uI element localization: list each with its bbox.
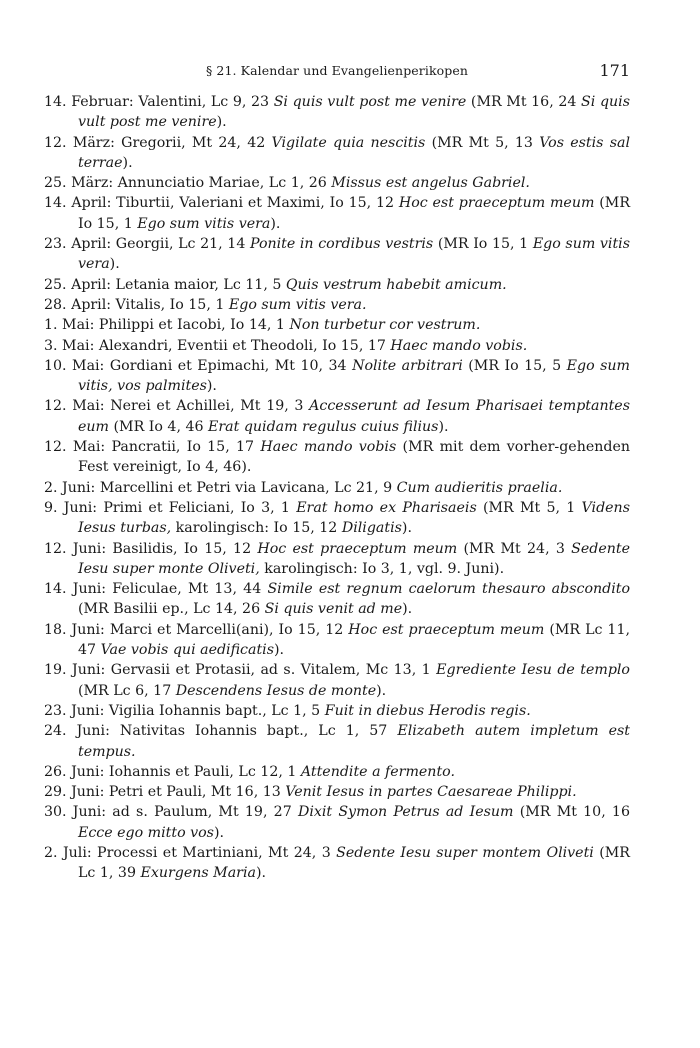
- entry-text: karolingisch: Io 3, 1, vgl. 9. Juni).: [259, 560, 505, 577]
- calendar-entry: [44, 133, 630, 174]
- calendar-entry: [44, 620, 630, 661]
- gospel-incipit: Hoc est praeceptum meum: [398, 195, 595, 212]
- entry-text: 12. März: Gregorii, Mt 24, 42: [44, 134, 272, 151]
- calendar-entry: [44, 92, 630, 133]
- gospel-incipit: Simile est regnum caelorum thesauro abscondito: [267, 581, 630, 598]
- gospel-incipit: Missus est angelus Gabriel.: [331, 175, 530, 192]
- calendar-entry: [44, 478, 630, 498]
- entry-text: 10. Mai: Gordiani et Epimachi, Mt 10, 34: [44, 357, 353, 374]
- gospel-incipit: Egrediente Iesu de templo: [436, 662, 630, 679]
- entry-text: 14. Juni: Feliculae, Mt 13, 44: [44, 581, 268, 598]
- gospel-incipit: Vigilate quia nescitis: [271, 134, 426, 151]
- entry-text: (MR Lc 1, 39: [78, 844, 630, 882]
- gospel-incipit: Haec mando vobis.: [390, 337, 528, 354]
- gospel-incipit: Videns Iesus turbas,: [78, 499, 630, 537]
- entry-text: 30. Juni: ad s. Paulum, Mt 19, 27: [44, 804, 298, 821]
- gospel-incipit: Diligatis: [341, 520, 402, 537]
- calendar-entry: [44, 193, 630, 234]
- calendar-entry: [44, 275, 630, 295]
- entry-text: 14. Februar: Valentini, Lc 9, 23: [44, 94, 274, 110]
- entry-text: 3. Mai: Alexandri, Eventii et Theodoli, Io 15, 17: [44, 337, 391, 354]
- page-title: § 21. Kalendar und Evangelienperikopen: [205, 63, 469, 78]
- entry-text: ).: [122, 154, 133, 171]
- calendar-entry: [44, 315, 630, 335]
- entry-text: 12. Mai: Nerei et Achillei, Mt 19, 3: [44, 398, 310, 415]
- page-number: 171: [599, 61, 630, 80]
- entry-text: 9. Juni: Primi et Feliciani, Io 3, 1: [44, 499, 297, 516]
- entry-text: ).: [270, 215, 281, 232]
- entry-text: (MR Mt 10, 16: [513, 804, 630, 821]
- calendar-entry: [44, 437, 630, 478]
- entry-text: (MR Lc 11, 47: [78, 621, 630, 659]
- entry-text: 26. Juni: Iohannis et Pauli, Lc 12, 1: [44, 763, 301, 780]
- calendar-entry: [44, 336, 630, 356]
- calendar-entries: [44, 92, 630, 884]
- entry-text: (MR Mt 24, 3: [457, 540, 572, 557]
- gospel-incipit: Exurgens Maria: [140, 865, 256, 882]
- entry-text: (MR Io 4, 46: [109, 418, 209, 435]
- entry-text: 2. Juli: Processi et Martiniani, Mt 24, 3: [44, 844, 337, 861]
- entry-text: 23. Juni: Vigilia Iohannis bapt., Lc 1, 5: [44, 702, 325, 719]
- gospel-incipit: Ponite in cordibus vestris: [249, 236, 434, 253]
- gospel-incipit: Nolite arbitrari: [352, 357, 463, 374]
- gospel-incipit: Vos estis sal terrae: [78, 134, 630, 171]
- gospel-incipit: Ego sum vitis, vos palmites: [78, 357, 630, 395]
- entry-text: 24. Juni: Nativitas Iohannis bapt., Lc 1, 57: [44, 723, 398, 740]
- gospel-incipit: Sedente Iesu super monte Oliveti,: [78, 540, 630, 577]
- gospel-incipit: Erat quidam regulus cuius filius: [208, 418, 439, 435]
- entry-text: ).: [273, 642, 285, 659]
- entry-text: (MR Basilii ep., Lc 14, 26: [78, 601, 265, 618]
- entry-text: 19. Juni: Gervasii et Protasii, ad s. Vitalem, Mc 13, 1: [44, 662, 437, 679]
- entry-text: (MR Io 15, 1: [78, 195, 630, 232]
- entry-text: ).: [376, 682, 387, 699]
- entry-text: 12. Juni: Basilidis, Io 15, 12: [44, 540, 258, 557]
- entry-text: 25. März: Annunciatio Mariae, Lc 1, 26: [44, 175, 332, 192]
- gospel-incipit: Vae vobis qui aedificatis: [100, 642, 274, 659]
- calendar-entry: [44, 843, 630, 884]
- entry-text: (MR Io 15, 5: [462, 357, 567, 374]
- calendar-entry: [44, 721, 630, 762]
- entry-text: 12. Mai: Pancratii, Io 15, 17: [44, 439, 261, 456]
- entry-text: (MR Mt 5, 1: [476, 499, 582, 516]
- calendar-entry: [44, 782, 630, 802]
- entry-text: (MR mit dem vorher-gehenden Fest vereinigt, Io 4, 46).: [78, 439, 630, 476]
- entry-text: (MR Mt 16, 24: [466, 94, 582, 110]
- entry-text: ).: [401, 520, 412, 537]
- gospel-incipit: Dixit Symon Petrus ad Iesum: [297, 804, 514, 821]
- calendar-entry: [44, 660, 630, 701]
- gospel-incipit: Erat homo ex Pharisaeis: [296, 499, 477, 516]
- entry-text: (MR Lc 6, 17: [78, 682, 176, 699]
- gospel-incipit: Haec mando vobis: [260, 439, 397, 456]
- gospel-incipit: Non turbetur cor vestrum.: [289, 317, 481, 334]
- entry-text: ).: [206, 378, 217, 395]
- gospel-incipit: Elizabeth autem impletum est tempus.: [78, 723, 630, 760]
- entry-text: ).: [438, 418, 449, 435]
- entry-text: 29. Juni: Petri et Pauli, Mt 16, 13: [44, 784, 286, 801]
- entry-text: (MR Io 15, 1: [433, 236, 533, 253]
- entry-text: ).: [402, 601, 413, 618]
- entry-text: ).: [255, 865, 266, 882]
- gospel-incipit: Ego sum vitis vera: [137, 215, 271, 232]
- running-head: [44, 62, 630, 84]
- calendar-entry: [44, 701, 630, 721]
- gospel-incipit: Cum audieritis praelia.: [396, 479, 563, 496]
- entry-text: 23. April: Georgii, Lc 21, 14: [44, 236, 250, 253]
- gospel-incipit: Si quis vult post me venire: [273, 94, 467, 110]
- entry-text: 14. April: Tiburtii, Valeriani et Maximi, Io 15, 12: [44, 195, 399, 212]
- gospel-incipit: Fuit in diebus Herodis regis.: [324, 702, 531, 719]
- entry-text: ).: [213, 824, 225, 841]
- gospel-incipit: Descendens Iesus de monte: [175, 682, 377, 699]
- entry-text: 28. April: Vitalis, Io 15, 1: [44, 296, 229, 313]
- gospel-incipit: Hoc est praeceptum meum: [348, 621, 545, 638]
- entry-text: 2. Juni: Marcellini et Petri via Lavicana, Lc 21, 9: [44, 479, 397, 496]
- calendar-entry: [44, 498, 630, 539]
- gospel-incipit: Ego sum vitis vera.: [228, 296, 367, 313]
- calendar-entry: [44, 579, 630, 620]
- entry-text: karolingisch: Io 15, 12: [171, 520, 342, 537]
- gospel-incipit: Attendite a fermento.: [300, 763, 455, 780]
- calendar-entry: [44, 295, 630, 315]
- gospel-incipit: Ecce ego mitto vos: [78, 824, 214, 841]
- gospel-incipit: Venit Iesus in partes Caesareae Philippi.: [285, 784, 577, 801]
- gospel-incipit: Quis vestrum habebit amicum.: [285, 276, 507, 293]
- gospel-incipit: Sedente Iesu super montem Oliveti: [336, 844, 594, 861]
- gospel-incipit: Si quis vult post me venire: [78, 94, 630, 131]
- gospel-incipit: Si quis venit ad me: [264, 601, 403, 618]
- calendar-entry: [44, 396, 630, 437]
- calendar-entry: [44, 173, 630, 193]
- entry-text: 18. Juni: Marci et Marcelli(ani), Io 15, 12: [44, 621, 349, 638]
- calendar-entry: [44, 234, 630, 275]
- entry-text: 1. Mai: Philippi et Iacobi, Io 14, 1: [44, 317, 290, 334]
- entry-text: ).: [216, 114, 227, 131]
- entry-text: 25. April: Letania maior, Lc 11, 5: [44, 276, 286, 293]
- calendar-entry: [44, 802, 630, 843]
- gospel-incipit: Hoc est praeceptum meum: [257, 540, 458, 557]
- calendar-entry: [44, 539, 630, 580]
- gospel-incipit: Ego sum vitis vera: [78, 236, 630, 273]
- entry-text: (MR Mt 5, 13: [425, 134, 540, 151]
- entry-text: ).: [109, 256, 120, 273]
- gospel-incipit: Accesserunt ad Iesum Pharisaei temptantes eum: [78, 398, 630, 435]
- calendar-entry: [44, 356, 630, 397]
- calendar-entry: [44, 762, 630, 782]
